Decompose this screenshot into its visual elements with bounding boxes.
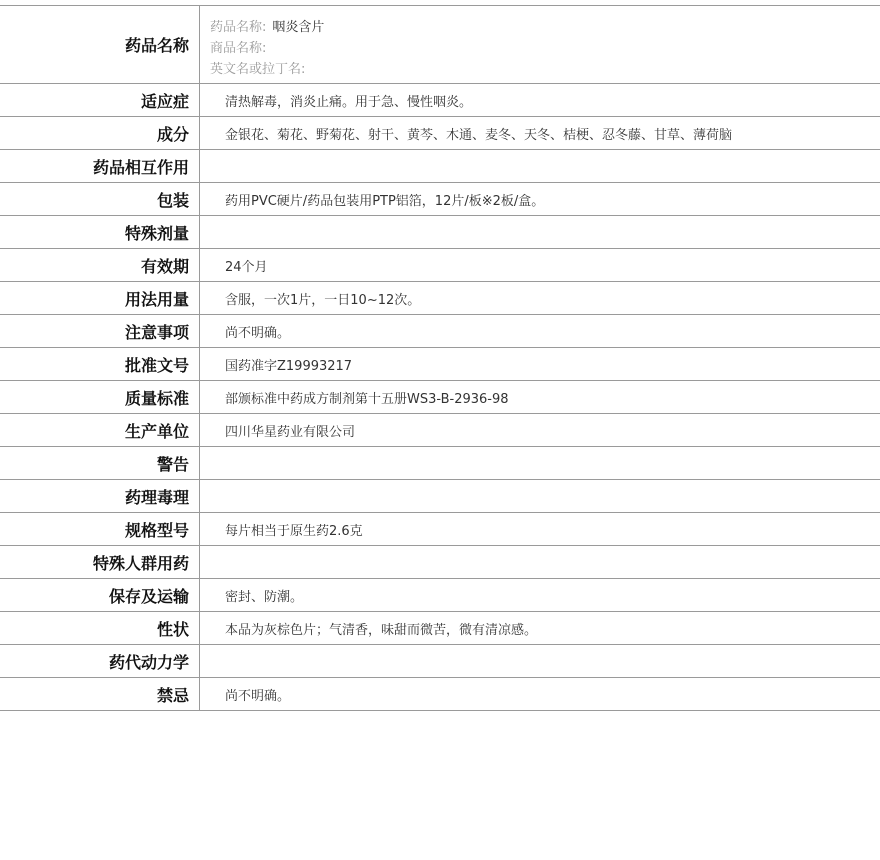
- drug-info-table: [0, 5, 880, 711]
- table-row: [0, 282, 880, 315]
- row-label: 生产单位: [0, 414, 200, 446]
- row-value: 24个月: [225, 259, 268, 275]
- table-row: [0, 117, 880, 150]
- row-label: 特殊剂量: [0, 216, 200, 248]
- table-row: [0, 414, 880, 447]
- row-label: 质量标准: [0, 381, 200, 413]
- table-row: [0, 447, 880, 480]
- trade-name-line: [210, 38, 880, 59]
- row-label: 特殊人群用药: [0, 546, 200, 578]
- row-value: 含服，一次1片，一日10~12次。: [225, 292, 421, 308]
- row-label: 批准文号: [0, 348, 200, 380]
- row-label: 药品名称: [0, 6, 200, 83]
- table-row: [0, 678, 880, 711]
- row-value: 四川华星药业有限公司: [225, 424, 356, 440]
- table-row: [0, 579, 880, 612]
- table-row: [0, 612, 880, 645]
- row-label: 用法用量: [0, 282, 200, 314]
- table-row: [0, 84, 880, 117]
- row-value: [200, 546, 880, 578]
- row-label: 注意事项: [0, 315, 200, 347]
- table-row: [0, 381, 880, 414]
- table-row: [0, 546, 880, 579]
- field-key: 药品名称:: [210, 20, 267, 35]
- row-value: 金银花、菊花、野菊花、射干、黄芩、木通、麦冬、天冬、桔梗、忍冬藤、甘草、薄荷脑: [225, 127, 733, 143]
- drug-name-row: [0, 6, 880, 84]
- table-row: [0, 315, 880, 348]
- row-value: 尚不明确。: [225, 325, 291, 341]
- row-value: 药用PVC硬片/药品包装用PTP铝箔，12片/板※2板/盒。: [225, 193, 545, 209]
- row-label: 药品相互作用: [0, 150, 200, 182]
- row-value: 本品为灰棕色片；气清香，味甜而微苦，微有清凉感。: [225, 622, 538, 638]
- table-row: [0, 645, 880, 678]
- row-value: [200, 447, 880, 479]
- row-value: [200, 645, 880, 677]
- table-row: [0, 249, 880, 282]
- table-row: [0, 348, 880, 381]
- generic-name-line: [210, 17, 880, 38]
- latin-name-line: [210, 59, 880, 80]
- row-label: 规格型号: [0, 513, 200, 545]
- table-row: [0, 150, 880, 183]
- table-row: [0, 183, 880, 216]
- row-label: 禁忌: [0, 678, 200, 710]
- row-label: 性状: [0, 612, 200, 644]
- row-label: 保存及运输: [0, 579, 200, 611]
- row-value: [200, 150, 880, 182]
- row-label: 包装: [0, 183, 200, 215]
- row-value: 清热解毒，消炎止痛。用于急、慢性咽炎。: [225, 94, 473, 110]
- row-value: 部颁标准中药成方制剂第十五册WS3-B-2936-98: [225, 391, 509, 407]
- row-label: 药理毒理: [0, 480, 200, 512]
- row-value: 尚不明确。: [225, 688, 291, 704]
- row-label: 成分: [0, 117, 200, 149]
- row-value: [200, 216, 880, 248]
- row-label: 药代动力学: [0, 645, 200, 677]
- row-label: 有效期: [0, 249, 200, 281]
- table-row: [0, 216, 880, 249]
- row-value: 密封、防潮。: [225, 589, 304, 605]
- row-label: 警告: [0, 447, 200, 479]
- field-value: 咽炎含片: [272, 20, 325, 35]
- field-key: 商品名称:: [210, 41, 267, 56]
- field-key: 英文名或拉丁名:: [210, 62, 306, 77]
- row-value: [200, 480, 880, 512]
- row-value: 每片相当于原生药2.6克: [225, 523, 363, 539]
- drug-name-details: [200, 6, 880, 83]
- table-row: [0, 513, 880, 546]
- table-row: [0, 480, 880, 513]
- row-value: 国药准字Z19993217: [225, 358, 353, 374]
- row-label: 适应症: [0, 84, 200, 116]
